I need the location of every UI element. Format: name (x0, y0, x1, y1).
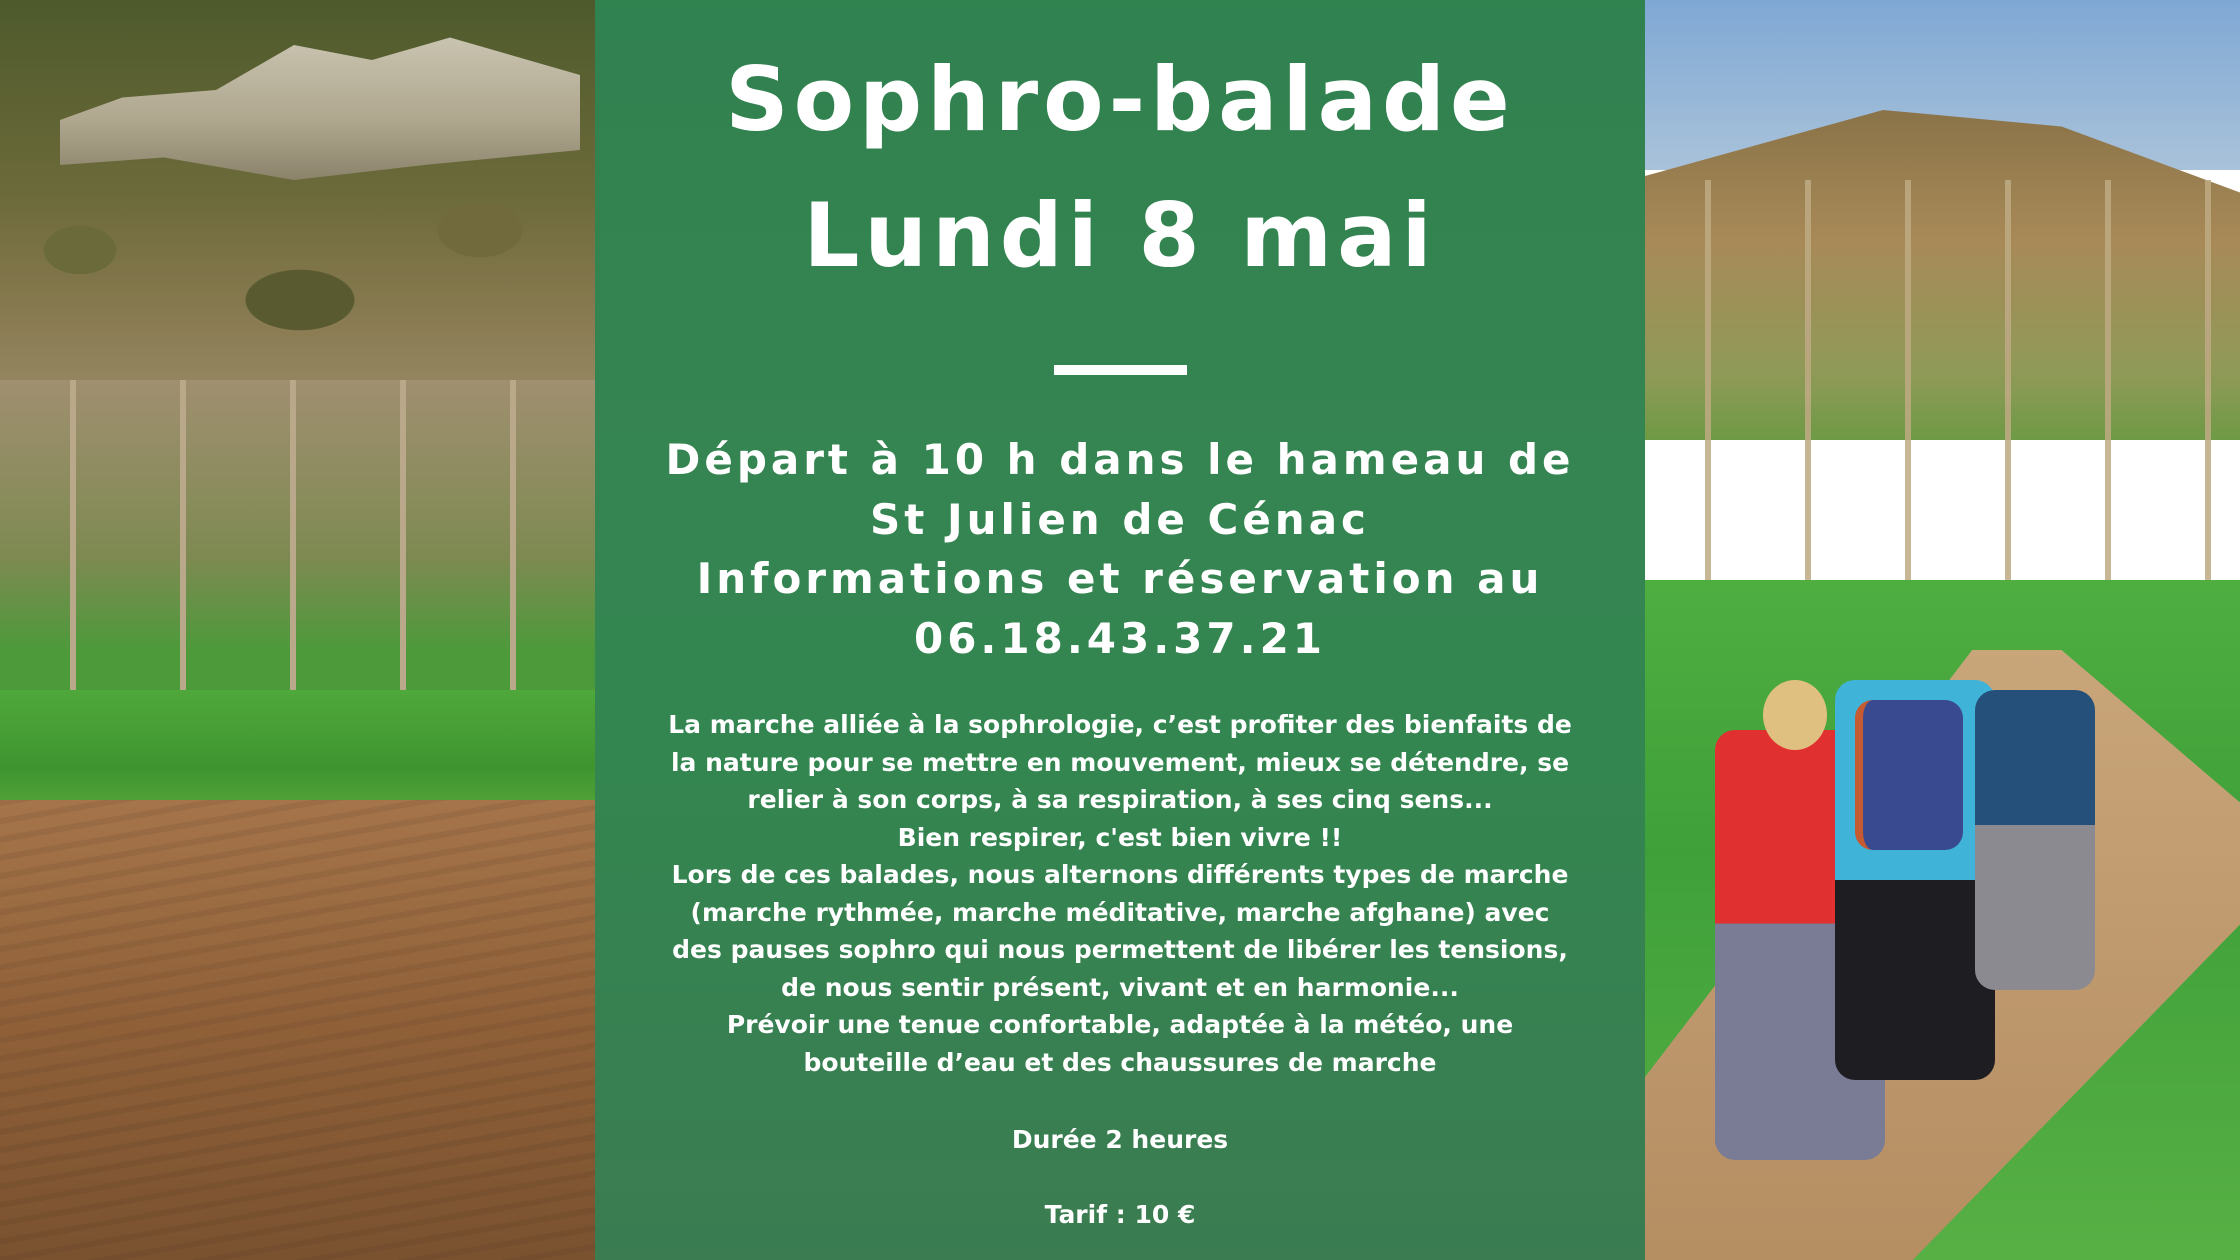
ploughed-soil (0, 800, 595, 1260)
walker-navy-jacket (1975, 690, 2095, 990)
divider-line (1054, 365, 1187, 375)
left-landscape-photo (0, 0, 595, 1260)
walnut-orchard (0, 380, 595, 700)
poster-title: Sophro-balade (725, 48, 1515, 151)
description-line: Prévoir une tenue confortable, adaptée à la météo, une (726, 1010, 1514, 1039)
bare-trees (1645, 180, 2240, 630)
event-info-panel (595, 0, 1645, 1260)
reservation-line: Informations et réservation au (696, 554, 1544, 603)
walker-head (1763, 680, 1827, 750)
right-walkers-photo (1645, 0, 2240, 1260)
description-line: de nous sentir présent, vivant et en harmonie... (781, 973, 1459, 1002)
price: Tarif : 10 € (1044, 1200, 1196, 1229)
description-line: Bien respirer, c'est bien vivre !! (897, 823, 1343, 852)
description-line: des pauses sophro qui nous permettent de libérer les tensions, (672, 935, 1568, 964)
description-line: la nature pour se mettre en mouvement, mieux se détendre, se (670, 748, 1570, 777)
departure-place: St Julien de Cénac (870, 495, 1370, 544)
description-line: La marche alliée à la sophrologie, c’est profiter des bienfaits de (668, 710, 1572, 739)
description-line: Lors de ces balades, nous alternons différents types de marche (671, 860, 1569, 889)
event-date: Lundi 8 mai (803, 184, 1437, 287)
departure-line: Départ à 10 h dans le hameau de (665, 435, 1575, 484)
phone-number: 06.18.43.37.21 (913, 614, 1327, 663)
description-line: relier à son corps, à sa respiration, à ses cinq sens... (747, 785, 1493, 814)
description-line: bouteille d’eau et des chaussures de marche (803, 1048, 1437, 1077)
description-line: (marche rythmée, marche méditative, marche afghane) avec (690, 898, 1550, 927)
duration: Durée 2 heures (1011, 1125, 1229, 1154)
backpack (1855, 700, 1963, 850)
